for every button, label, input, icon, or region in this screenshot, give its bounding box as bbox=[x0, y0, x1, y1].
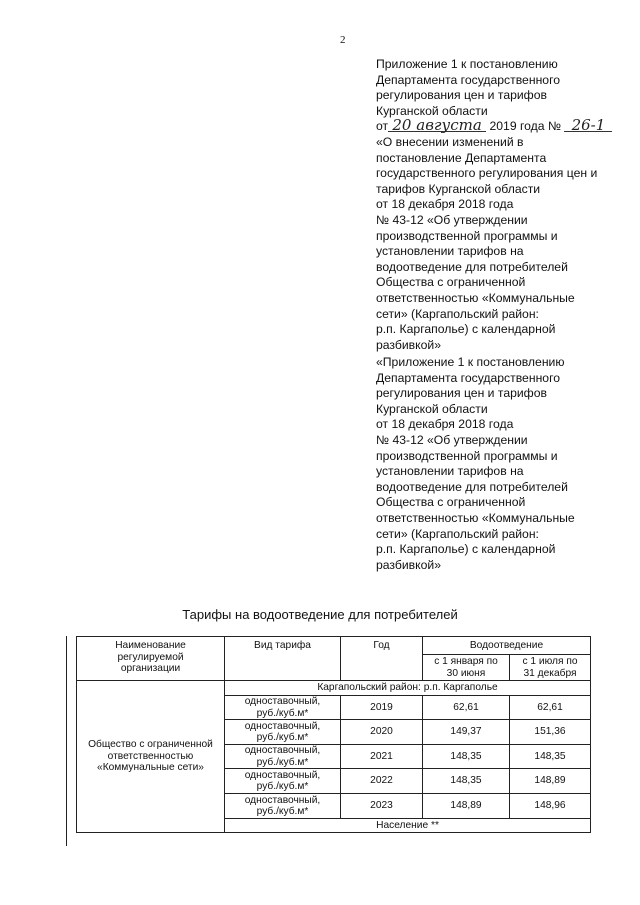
period-2-value: 148,35 bbox=[510, 745, 591, 769]
page-number: 2 bbox=[340, 34, 346, 46]
appendix-header-current bbox=[376, 57, 626, 353]
appendix-line: Курганской области bbox=[376, 401, 488, 416]
header-service: Водоотведение bbox=[423, 637, 591, 655]
period-2-value: 148,89 bbox=[510, 769, 591, 794]
appendix-line: производственной программы и bbox=[376, 448, 558, 463]
period-1-value: 148,35 bbox=[423, 745, 510, 769]
period-2-value: 148,96 bbox=[510, 794, 591, 819]
tariff-type-cell: одноставочный, руб./куб.м* bbox=[225, 745, 341, 769]
organization-name-cell: Общество с ограниченной ответственностью «Коммунальные сети» bbox=[77, 681, 225, 833]
appendix-line: разбивкой» bbox=[376, 337, 441, 352]
header-period-2: с 1 июля по 31 декабря bbox=[510, 655, 591, 681]
appendix-line: Департамента государственного bbox=[376, 72, 561, 87]
period-1-value: 62,61 bbox=[423, 696, 510, 720]
section-row bbox=[77, 681, 591, 696]
header-row bbox=[77, 637, 591, 655]
appendix-line: Общества с ограниченной bbox=[376, 495, 526, 510]
handwritten-date: 20 августа bbox=[388, 119, 486, 132]
tariff-table bbox=[76, 636, 591, 833]
appendix-line: сети» (Каргапольский район: bbox=[376, 306, 539, 321]
appendix-line: ответственностью «Коммунальные bbox=[376, 510, 575, 525]
appendix-line: ответственностью «Коммунальные bbox=[376, 290, 575, 305]
appendix-line: от 18 декабря 2018 года bbox=[376, 197, 514, 212]
header-organization: Наименование регулируемой организации bbox=[77, 637, 225, 681]
appendix-line: Общества с ограниченной bbox=[376, 275, 526, 290]
appendix-header-original bbox=[376, 355, 626, 573]
header-period-1: с 1 января по 30 июня bbox=[423, 655, 510, 681]
period-2-value: 151,36 bbox=[510, 720, 591, 745]
appendix-line: регулирования цен и тарифов bbox=[376, 386, 547, 401]
year-cell: 2019 bbox=[341, 696, 423, 720]
appendix-line: Департамента государственного bbox=[376, 370, 561, 385]
appendix-line: производственной программы и bbox=[376, 228, 558, 243]
appendix-line: р.п. Каргаполье) с календарной bbox=[376, 542, 556, 557]
ot-prefix: от bbox=[376, 119, 389, 134]
section-label: Каргапольский район: р.п. Каргаполье bbox=[225, 681, 591, 696]
year-cell: 2022 bbox=[341, 769, 423, 794]
appendix-line: сети» (Каргапольский район: bbox=[376, 526, 539, 541]
appendix-line: установлении тарифов на bbox=[376, 464, 524, 479]
tariff-type-cell: одноставочный, руб./куб.м* bbox=[225, 720, 341, 745]
header-year: Год bbox=[341, 637, 423, 681]
appendix-line: регулирования цен и тарифов bbox=[376, 88, 547, 103]
year-cell: 2021 bbox=[341, 745, 423, 769]
period-1-value: 148,35 bbox=[423, 769, 510, 794]
appendix-line: № 43-12 «Об утверждении bbox=[376, 432, 528, 447]
appendix-line: постановление Департамента bbox=[376, 150, 547, 165]
period-1-value: 148,89 bbox=[423, 794, 510, 819]
tariff-type-cell: одноставочный, руб./куб.м* bbox=[225, 769, 341, 794]
appendix-line: водоотведение для потребителей bbox=[376, 479, 568, 494]
year-text: 2019 года № bbox=[489, 119, 562, 134]
appendix-line: водоотведение для потребителей bbox=[376, 259, 568, 274]
header-tariff-type: Вид тарифа bbox=[225, 637, 341, 681]
appendix-line: разбивкой» bbox=[376, 557, 441, 572]
year-cell: 2020 bbox=[341, 720, 423, 745]
appendix-line: «О внесении изменений в bbox=[376, 134, 524, 149]
period-1-value: 149,37 bbox=[423, 720, 510, 745]
tariff-type-cell: одноставочный, руб./куб.м* bbox=[225, 794, 341, 819]
handwritten-number: 26-1 bbox=[564, 119, 612, 132]
appendix-line: от 18 декабря 2018 года bbox=[376, 417, 514, 432]
appendix-line: р.п. Каргаполье) с календарной bbox=[376, 322, 556, 337]
tariff-type-cell: одноставочный, руб./куб.м* bbox=[225, 696, 341, 720]
appendix-line: Курганской области bbox=[376, 103, 488, 118]
appendix-line: Приложение 1 к постановлению bbox=[376, 57, 558, 71]
year-cell: 2023 bbox=[341, 794, 423, 819]
table-title: Тарифы на водоотведение для потребителей bbox=[182, 607, 458, 622]
appendix-line: «Приложение 1 к постановлению bbox=[376, 355, 565, 369]
appendix-line: государственного регулирования цен и bbox=[376, 166, 598, 181]
appendix-line: установлении тарифов на bbox=[376, 244, 524, 259]
appendix-line: № 43-12 «Об утверждении bbox=[376, 212, 528, 227]
period-2-value: 62,61 bbox=[510, 696, 591, 720]
appendix-line: тарифов Курганской области bbox=[376, 181, 541, 196]
population-label: Население ** bbox=[225, 819, 591, 833]
appendix-date-line bbox=[376, 116, 626, 135]
